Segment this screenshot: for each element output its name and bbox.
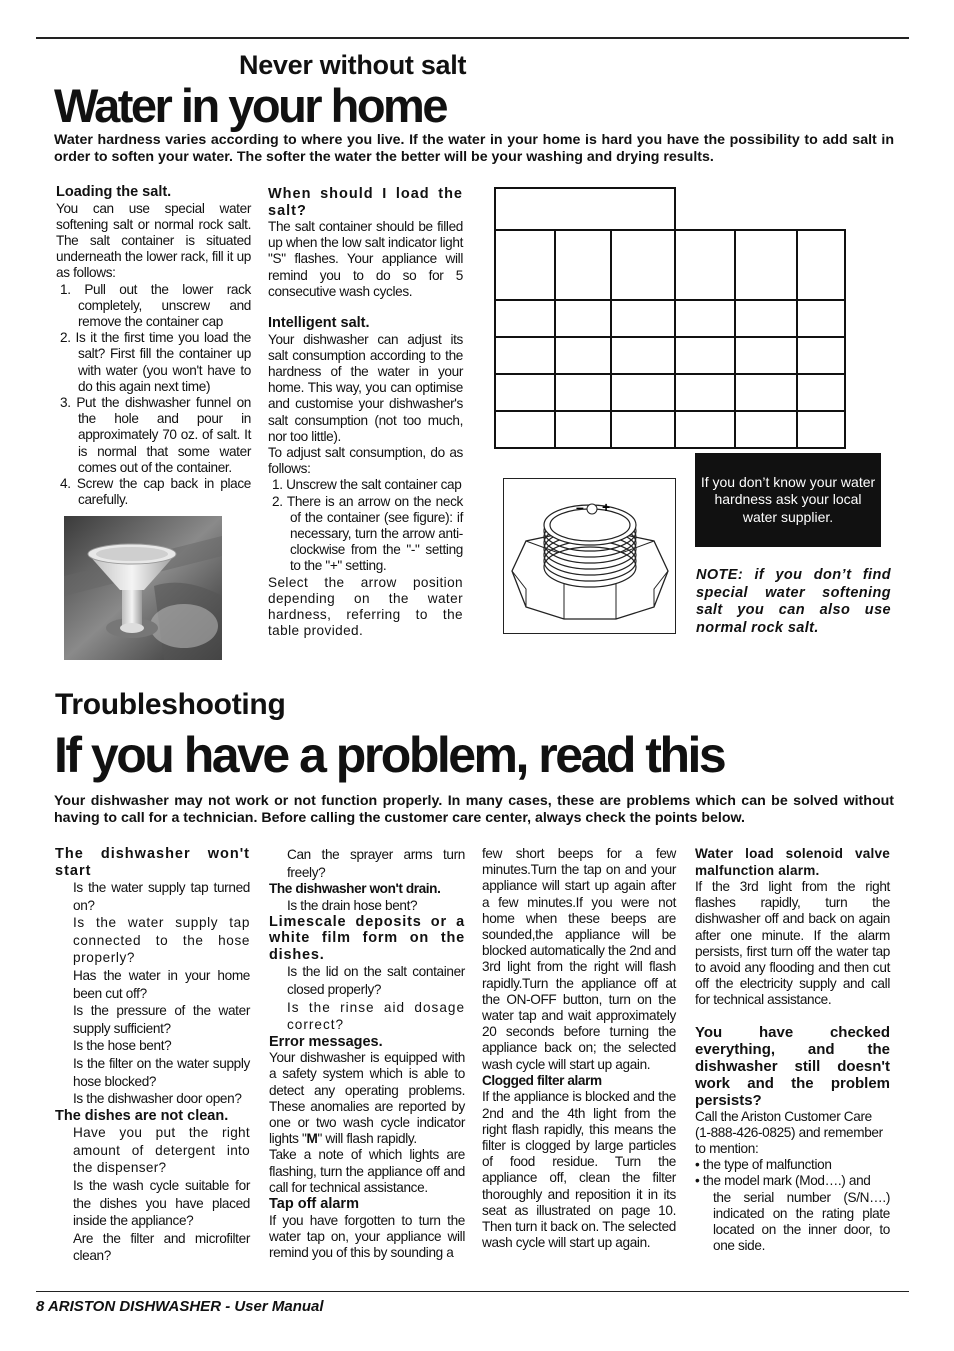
salt-cap-figure [503, 478, 676, 634]
trouble-subtitle: Troubleshooting [55, 688, 286, 721]
table-cell [797, 300, 845, 337]
salt-funnel-photo [64, 516, 222, 660]
clogged-filter-text: If the appliance is blocked and the 2nd and the 4th light from the right flash rapidly, this means the filter is clogged by large particles of food residue. Turn the appliance off, clean the filter thoroughly and reposition it in its seat as illustrated on page 10. Then turn it back on. The selected wash cycle will start up again. [482, 1089, 676, 1251]
clogged-filter-heading: Clogged filter alarm [482, 1072, 602, 1088]
intelligent-step: 1. Unscrew the salt container cap [272, 477, 462, 493]
wont-start-questions [55, 879, 250, 1108]
trouble-title: If you have a problem, read this [54, 727, 725, 783]
table-cell [495, 300, 555, 337]
table-cell [555, 230, 611, 300]
question: Can the sprayer arms turn freely? [287, 847, 465, 880]
trouble-column-4 [695, 846, 890, 1254]
table-cell [495, 411, 555, 448]
bottom-rule [36, 1291, 909, 1292]
table-cell [555, 411, 611, 448]
table-cell [797, 411, 845, 448]
question: Is the water supply tap connected to the hose properly? [73, 915, 250, 966]
not-clean-heading: The dishes are not clean. [55, 1107, 229, 1124]
intelligent-steps [268, 477, 463, 574]
note-text: NOTE: if you don’t find special water softening salt you can also use normal rock salt. [696, 567, 891, 636]
loading-column [56, 184, 251, 508]
sprayer-question [269, 846, 465, 881]
still-problem-heading: You have checked everything, and the dishwasher still doesn't work and the problem persists? [695, 1023, 890, 1109]
wont-drain-heading: The dishwasher won't drain. [269, 881, 441, 897]
table-cell [735, 300, 797, 337]
question: Are the filter and microfilter clean? [73, 1230, 250, 1264]
table-cell [675, 300, 735, 337]
hardness-info-box [695, 453, 881, 547]
intelligent-column [268, 186, 463, 639]
solenoid-heading: Water load solenoid valve malfunction alarm. [695, 846, 890, 878]
mention-list [695, 1157, 890, 1254]
loading-step: 2. Is it the first time you load the salt? First fill the container up with water (you won't have to do this again next time) [60, 330, 251, 394]
table-cell [495, 230, 555, 300]
limescale-questions [269, 963, 465, 1033]
list-item: • the model mark (Mod….) and [695, 1173, 871, 1189]
trouble-column-1 [55, 846, 250, 1265]
table-row [495, 337, 845, 374]
drain-question [269, 898, 465, 914]
table-cell [675, 374, 735, 411]
table-cell [555, 300, 611, 337]
tap-off-text: If you have forgotten to turn the water tap on, your appliance will remind you of this by sounding a [269, 1212, 465, 1260]
trouble-intro: Your dishwasher may not work or not function properly. In many cases, these are problems which can be solved without having to call for a technician. Before calling the customer care center, always check the points below. [54, 793, 894, 826]
table-cell [797, 230, 845, 300]
customer-care-text: Call the Ariston Customer Care (1-888-426-0825) and remember to mention: [695, 1108, 883, 1157]
table-cell [611, 411, 675, 448]
loading-step: 3. Put the dishwasher funnel on the hole and pour in approximately 70 oz. of salt. It is normal that some water comes out of the container. [60, 394, 251, 475]
table-cell [495, 188, 675, 230]
table-cell [797, 337, 845, 374]
table-cell [495, 337, 555, 374]
table-cell [555, 374, 611, 411]
question: Is the drain hose bent? [287, 897, 418, 913]
table-cell [675, 188, 845, 230]
table-cell [675, 230, 735, 300]
table-cell [495, 374, 555, 411]
question: Is the filter on the water supply hose blocked? [73, 1055, 250, 1089]
intelligent-text: Your dishwasher can adjust its salt consumption according to the hardness of the water in your home. This way, you can optimise and customise your dishwasher's salt consumption (not too much, nor too little). [268, 331, 463, 444]
list-item-continued: the serial number (S/N….) indicated on the rating plate located on the inner door, to one side. [713, 1189, 890, 1254]
table-row [495, 300, 845, 337]
water-hardness-table [494, 187, 846, 449]
tap-off-heading: Tap off alarm [269, 1196, 359, 1213]
page-footer: 8 ARISTON DISHWASHER - User Manual [36, 1298, 324, 1315]
tap-off-continued: few short beeps for a few minutes.Turn the tap on and your appliance will start up again after a few minutes.If you were not home when these beeps are sounded,the appliance will be blocked automatically the 2nd and 3rd light from the right will flash rapidly.Turn the appliance off at the ON-OFF button, turn on the water tap and wait approximately 20 seconds before turning the appliance back on; the selected wash cycle will start up again. [482, 846, 677, 1072]
table-cell [611, 230, 675, 300]
table-cell [611, 300, 675, 337]
question: Is the hose bent? [73, 1038, 172, 1054]
solenoid-text: If the 3rd light from the right flashes rapidly, turn the dishwasher off and back on again after one minute. If the alarm persists, first turn off the water tap to avoid any flooding and then cut off the electricity supply and call for technical assistance. [695, 879, 890, 1008]
question: Is the pressure of the water supply sufficient? [73, 1003, 250, 1036]
hardness-info-text: If you don’t know your water hardness ask your local water supplier. [700, 473, 876, 525]
table-cell [735, 337, 797, 374]
loading-text: You can use special water softening salt or normal rock salt. The salt container is situated underneath the lower rack, fill it up as follows: [56, 200, 251, 281]
salt-title: Water in your home [54, 79, 446, 132]
not-clean-questions [55, 1124, 250, 1265]
question: Is the lid on the salt container closed properly? [287, 964, 465, 997]
table-cell [735, 230, 797, 300]
when-text: The salt container should be filled up when the low salt indicator light "S" flashes. Your appliance will remind you to do so for 5 consecutive wash cycles. [268, 219, 463, 299]
top-rule [36, 37, 909, 39]
table-row [495, 188, 845, 230]
table-cell [675, 337, 735, 374]
question: Is the dishwasher door open? [73, 1091, 242, 1107]
limescale-heading: Limescale deposits or a white film form on the dishes. [269, 913, 465, 963]
loading-step: 1. Pull out the lower rack completely, unscrew and remove the container cap [60, 281, 251, 329]
error-messages-text: Your dishwasher is equipped with a safety system which is able to detect any operating problems. These anomalies are reported by one or two wash cycle indicator lights "M" will flash rapidly. [269, 1050, 465, 1147]
table-cell [735, 374, 797, 411]
table-cell [735, 411, 797, 448]
when-heading: When should I load the salt? [268, 186, 463, 219]
question: Has the water in your home been cut off? [73, 967, 250, 1001]
minus-symbol: – [576, 499, 584, 515]
salt-subtitle: Never without salt [239, 50, 467, 80]
table-cell [555, 337, 611, 374]
list-item: • the type of malfunction [695, 1157, 832, 1173]
trouble-column-3 [482, 846, 676, 1251]
table-cell [675, 411, 735, 448]
salt-intro: Water hardness varies according to where you live. If the water in your home is hard you have the possibility to add salt in order to soften your water. The softer the water the better will be your washing and drying results. [54, 132, 894, 165]
question: Is the water supply tap turned on? [73, 880, 250, 913]
intelligent-heading: Intelligent salt. [268, 315, 370, 332]
table-cell [611, 374, 675, 411]
question: Have you put the right amount of detergent into the dispenser? [73, 1125, 250, 1176]
plus-symbol: + [602, 499, 611, 515]
table-row [495, 374, 845, 411]
intelligent-step: 2. There is an arrow on the neck of the container (see figure): if necessary, turn the arrow anti-clockwise from the "-" setting to the "+" setting. [272, 493, 463, 574]
table-cell [611, 337, 675, 374]
error-messages-text2: Take a note of which lights are flashing, turn the appliance off and call for technical assistance. [269, 1147, 465, 1195]
loading-step: 4. Screw the cap back in place carefully. [60, 475, 251, 508]
error-messages-heading: Error messages. [269, 1033, 383, 1050]
table-row [495, 411, 845, 448]
intelligent-text2: To adjust salt consumption, do as follows: [268, 444, 463, 477]
loading-heading: Loading the salt. [56, 184, 172, 200]
trouble-column-2 [269, 846, 465, 1261]
intelligent-text3: Select the arrow position depending on the water hardness, referring to the table provided. [268, 574, 463, 639]
question: Is the rinse aid dosage correct? [287, 999, 465, 1033]
table-cell [797, 374, 845, 411]
question: Is the wash cycle suitable for the dishes you have placed inside the appliance? [73, 1178, 250, 1229]
loading-steps [56, 282, 251, 509]
table-row [495, 230, 845, 300]
wont-start-heading: The dishwasher won't start [55, 846, 250, 879]
